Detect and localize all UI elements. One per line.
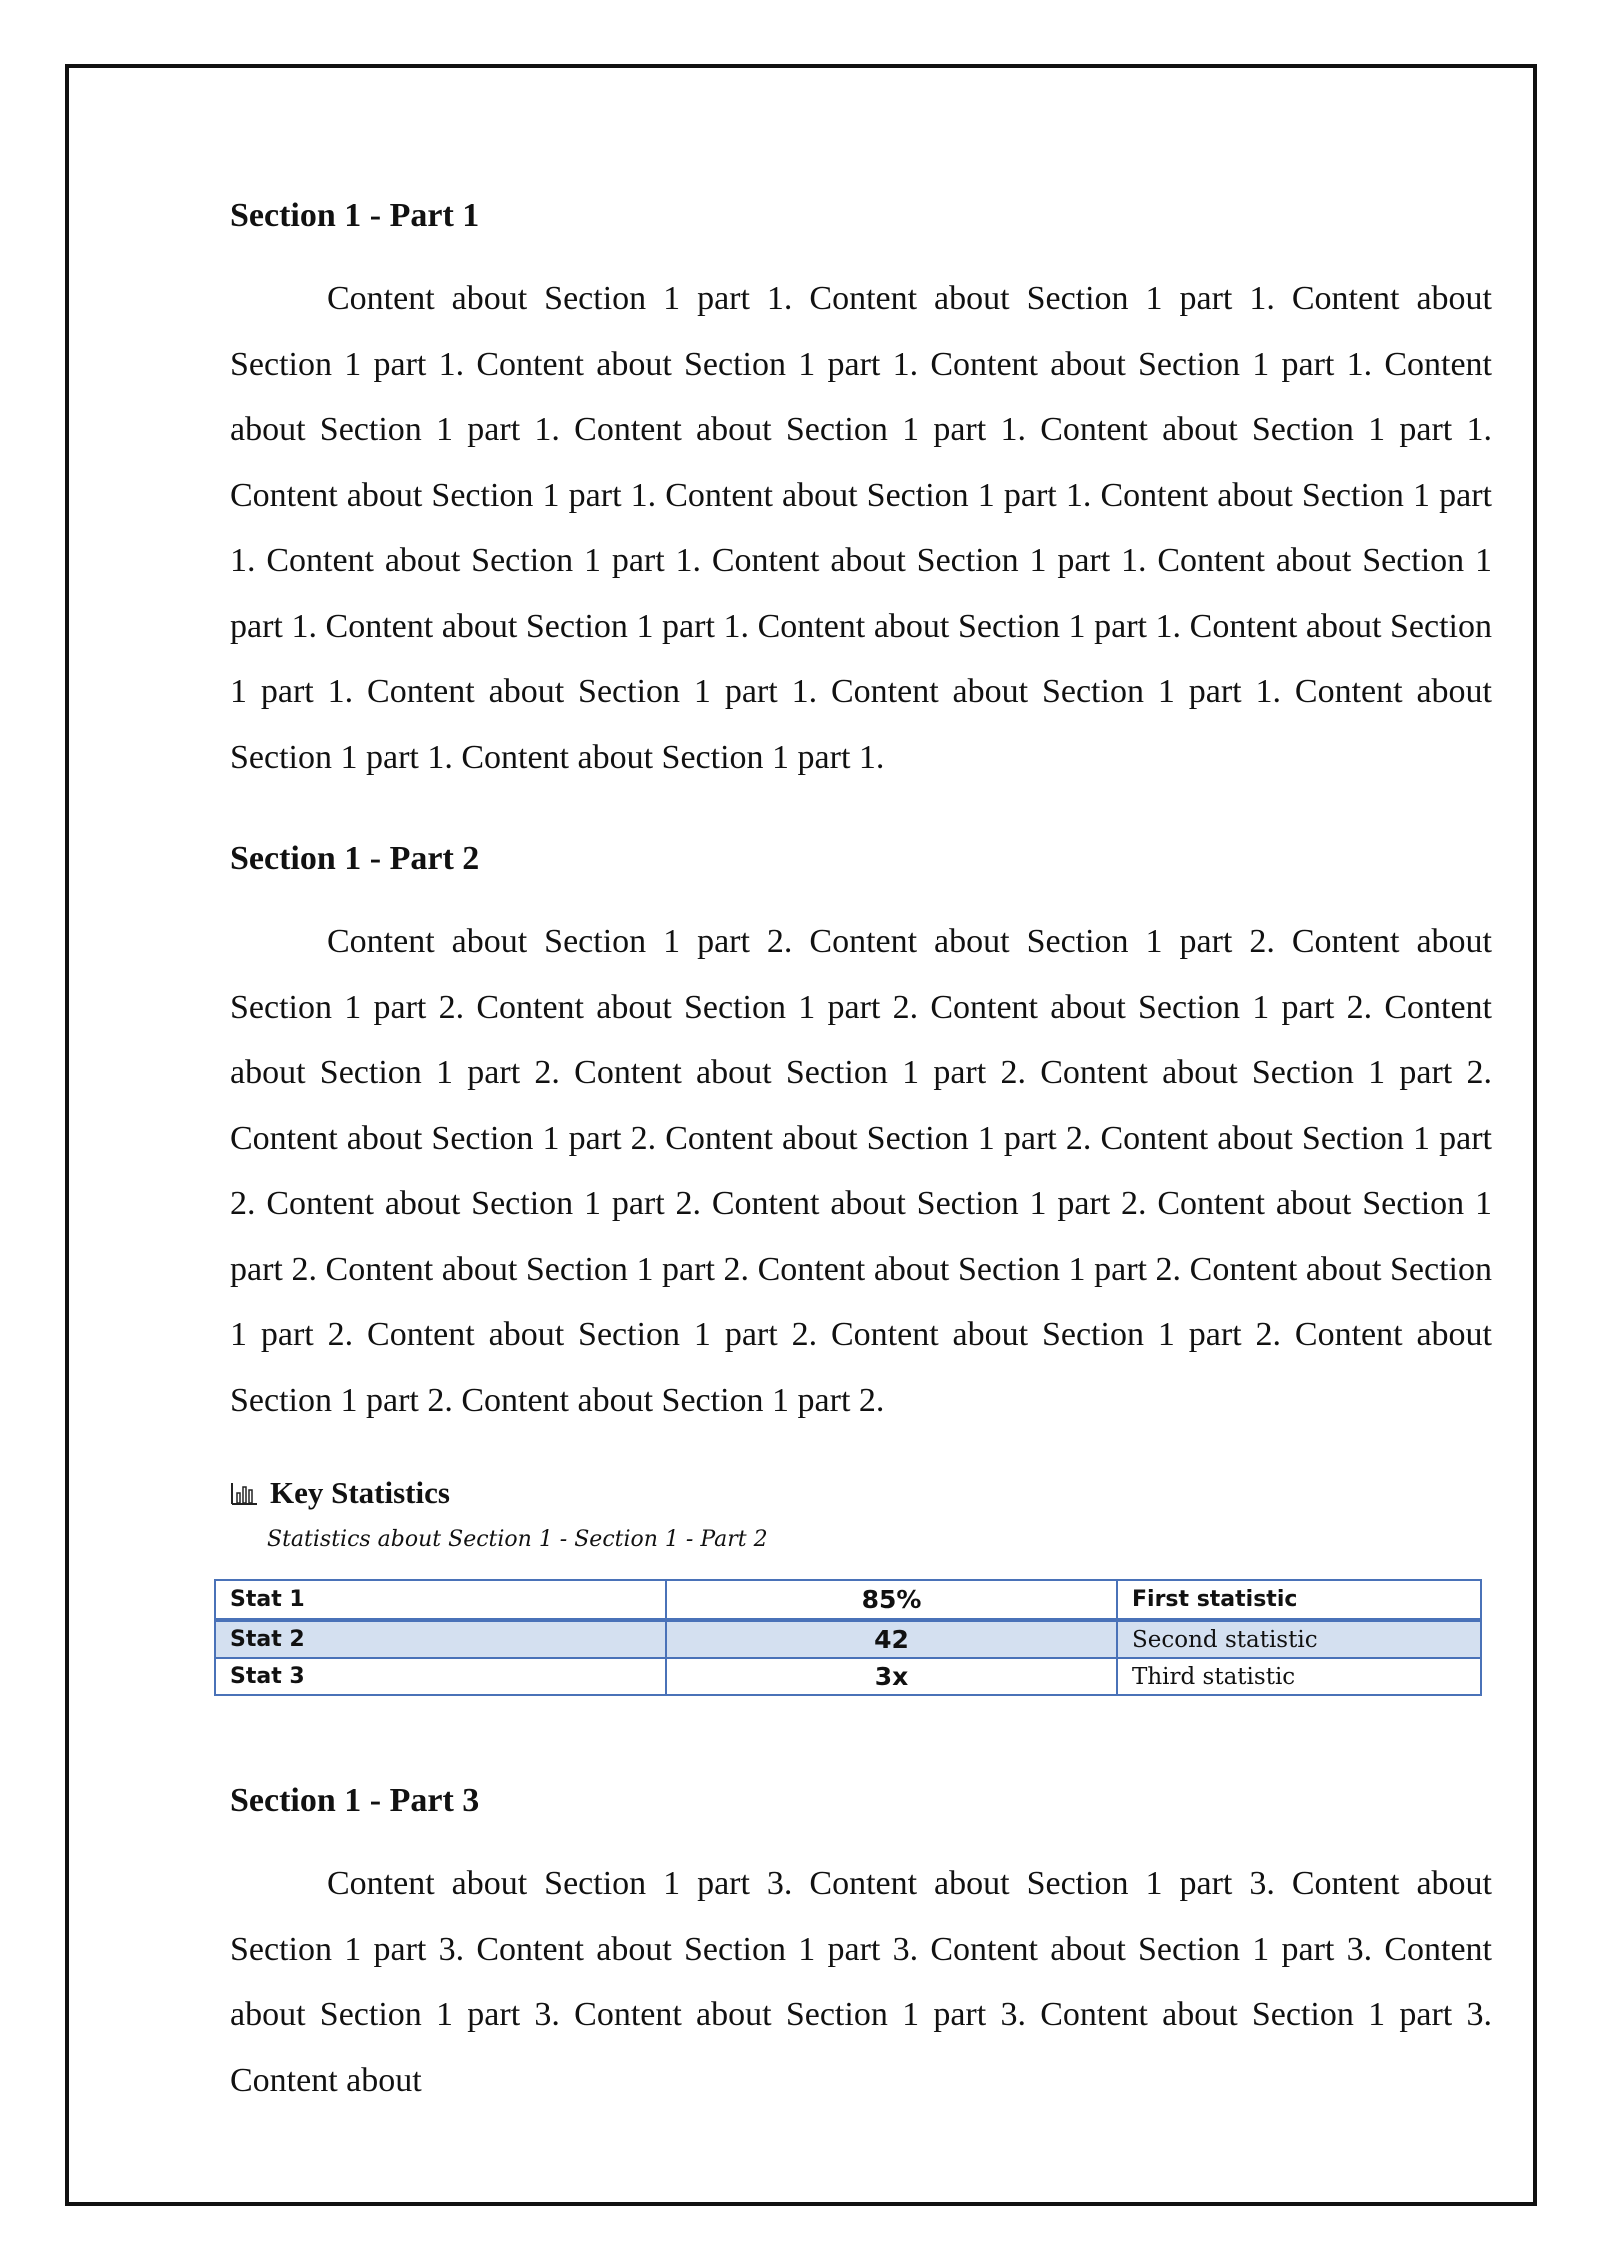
stat-description: First statistic: [1117, 1580, 1481, 1620]
section-1-part-3: [230, 1781, 1492, 2113]
stat-value: 85%: [666, 1580, 1117, 1620]
table-row: [215, 1580, 1481, 1620]
stat-label: Stat 1: [215, 1580, 666, 1620]
stats-title-row: [230, 1473, 1492, 1513]
key-statistics-block: [230, 1473, 1492, 1696]
stat-description: Third statistic: [1117, 1658, 1481, 1695]
section-1-part-1: [230, 196, 1492, 790]
section-body: Content about Section 1 part 3. Content about Section 1 part 3. Content about Section 1 part 3. Content about Section 1 part 3. Content about Section 1 part 3. Content about Section 1 part 3. Content about Section 1 part 3. Content about Section 1 part 3. Content about: [230, 1865, 1492, 2099]
table-row: [215, 1658, 1481, 1695]
stat-description: Second statistic: [1117, 1620, 1481, 1658]
stats-table: [214, 1579, 1482, 1696]
section-1-part-2: [230, 839, 1492, 1433]
stat-value: 42: [666, 1620, 1117, 1658]
stat-label: Stat 3: [215, 1658, 666, 1695]
stats-subtitle: Statistics about Section 1 - Section 1 - Part 2: [267, 1527, 768, 1552]
stat-label: Stat 2: [215, 1620, 666, 1658]
document-content: [230, 196, 1492, 2113]
section-heading: Section 1 - Part 1: [230, 197, 480, 234]
section-heading: Section 1 - Part 2: [230, 840, 480, 877]
stats-title: Key Statistics: [270, 1475, 450, 1510]
bar-chart-icon: [230, 1479, 258, 1507]
section-body: Content about Section 1 part 2. Content about Section 1 part 2. Content about Section 1 part 2. Content about Section 1 part 2. Content about Section 1 part 2. Content about Section 1 part 2. Content about Section 1 part 2. Content about Section 1 part 2. Content about Section 1 part 2. Content about Section 1 part 2. Content about Section 1 part 2. Content about Section 1 part 2. Content about Section 1 part 2. Content about Section 1 part 2. Content about Section 1 part 2. Content about Section 1 part 2. Content about Section 1 part 2. Content about Section 1 part 2. Content about Section 1 part 2. Content about Section 1 part 2. Content about Section 1 part 2.: [230, 923, 1492, 1419]
table-row: [215, 1620, 1481, 1658]
stat-value: 3x: [666, 1658, 1117, 1695]
section-body: Content about Section 1 part 1. Content about Section 1 part 1. Content about Section 1 part 1. Content about Section 1 part 1. Content about Section 1 part 1. Content about Section 1 part 1. Content about Section 1 part 1. Content about Section 1 part 1. Content about Section 1 part 1. Content about Section 1 part 1. Content about Section 1 part 1. Content about Section 1 part 1. Content about Section 1 part 1. Content about Section 1 part 1. Content about Section 1 part 1. Content about Section 1 part 1. Content about Section 1 part 1. Content about Section 1 part 1. Content about Section 1 part 1. Content about Section 1 part 1. Content about Section 1 part 1.: [230, 280, 1492, 776]
section-heading: Section 1 - Part 3: [230, 1782, 480, 1819]
